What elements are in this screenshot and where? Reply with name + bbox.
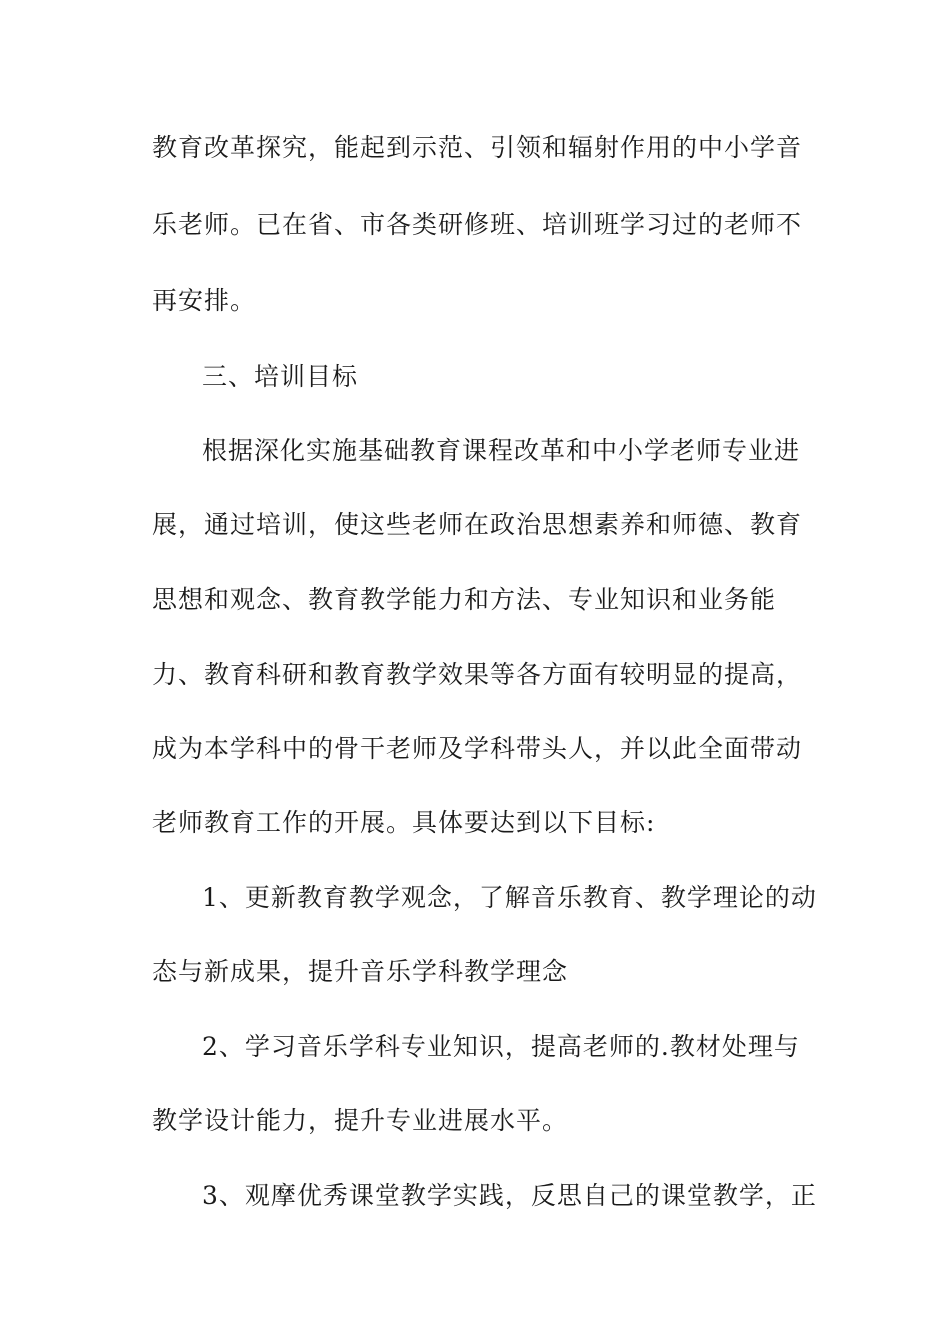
text-line: 力、教育科研和教育教学效果等各方面有较明显的提高， [152,660,803,689]
text-line: 根据深化实施基础教育课程改革和中小学老师专业进 [202,436,801,465]
text-line: 教学设计能力，提升专业进展水平。 [152,1106,569,1135]
list-item-2: 2、学习音乐学科专业知识，提高老师的.教材处理与 [202,1032,800,1061]
text-line: 老师教育工作的开展。具体要达到以下目标: [152,808,656,837]
text-line: 再安排。 [152,286,257,315]
list-item-1: 1、更新教育教学观念，了解音乐教育、教学理论的动 [202,883,817,912]
section-heading: 三、培训目标 [202,362,359,391]
text-line: 成为本学科中的骨干老师及学科带头人，并以此全面带动 [152,734,803,763]
text-line: 展，通过培训，使这些老师在政治思想素养和师德、教育 [152,510,803,539]
text-line: 教育改革探究，能起到示范、引领和辐射作用的中小学音 [152,133,803,162]
list-item-3: 3、观摩优秀课堂教学实践，反思自己的课堂教学，正 [202,1181,817,1210]
text-line: 乐老师。已在省、市各类研修班、培训班学习过的老师不 [152,210,803,239]
text-line: 思想和观念、教育教学能力和方法、专业知识和业务能 [152,585,777,614]
text-line: 态与新成果，提升音乐学科教学理念 [152,957,569,986]
